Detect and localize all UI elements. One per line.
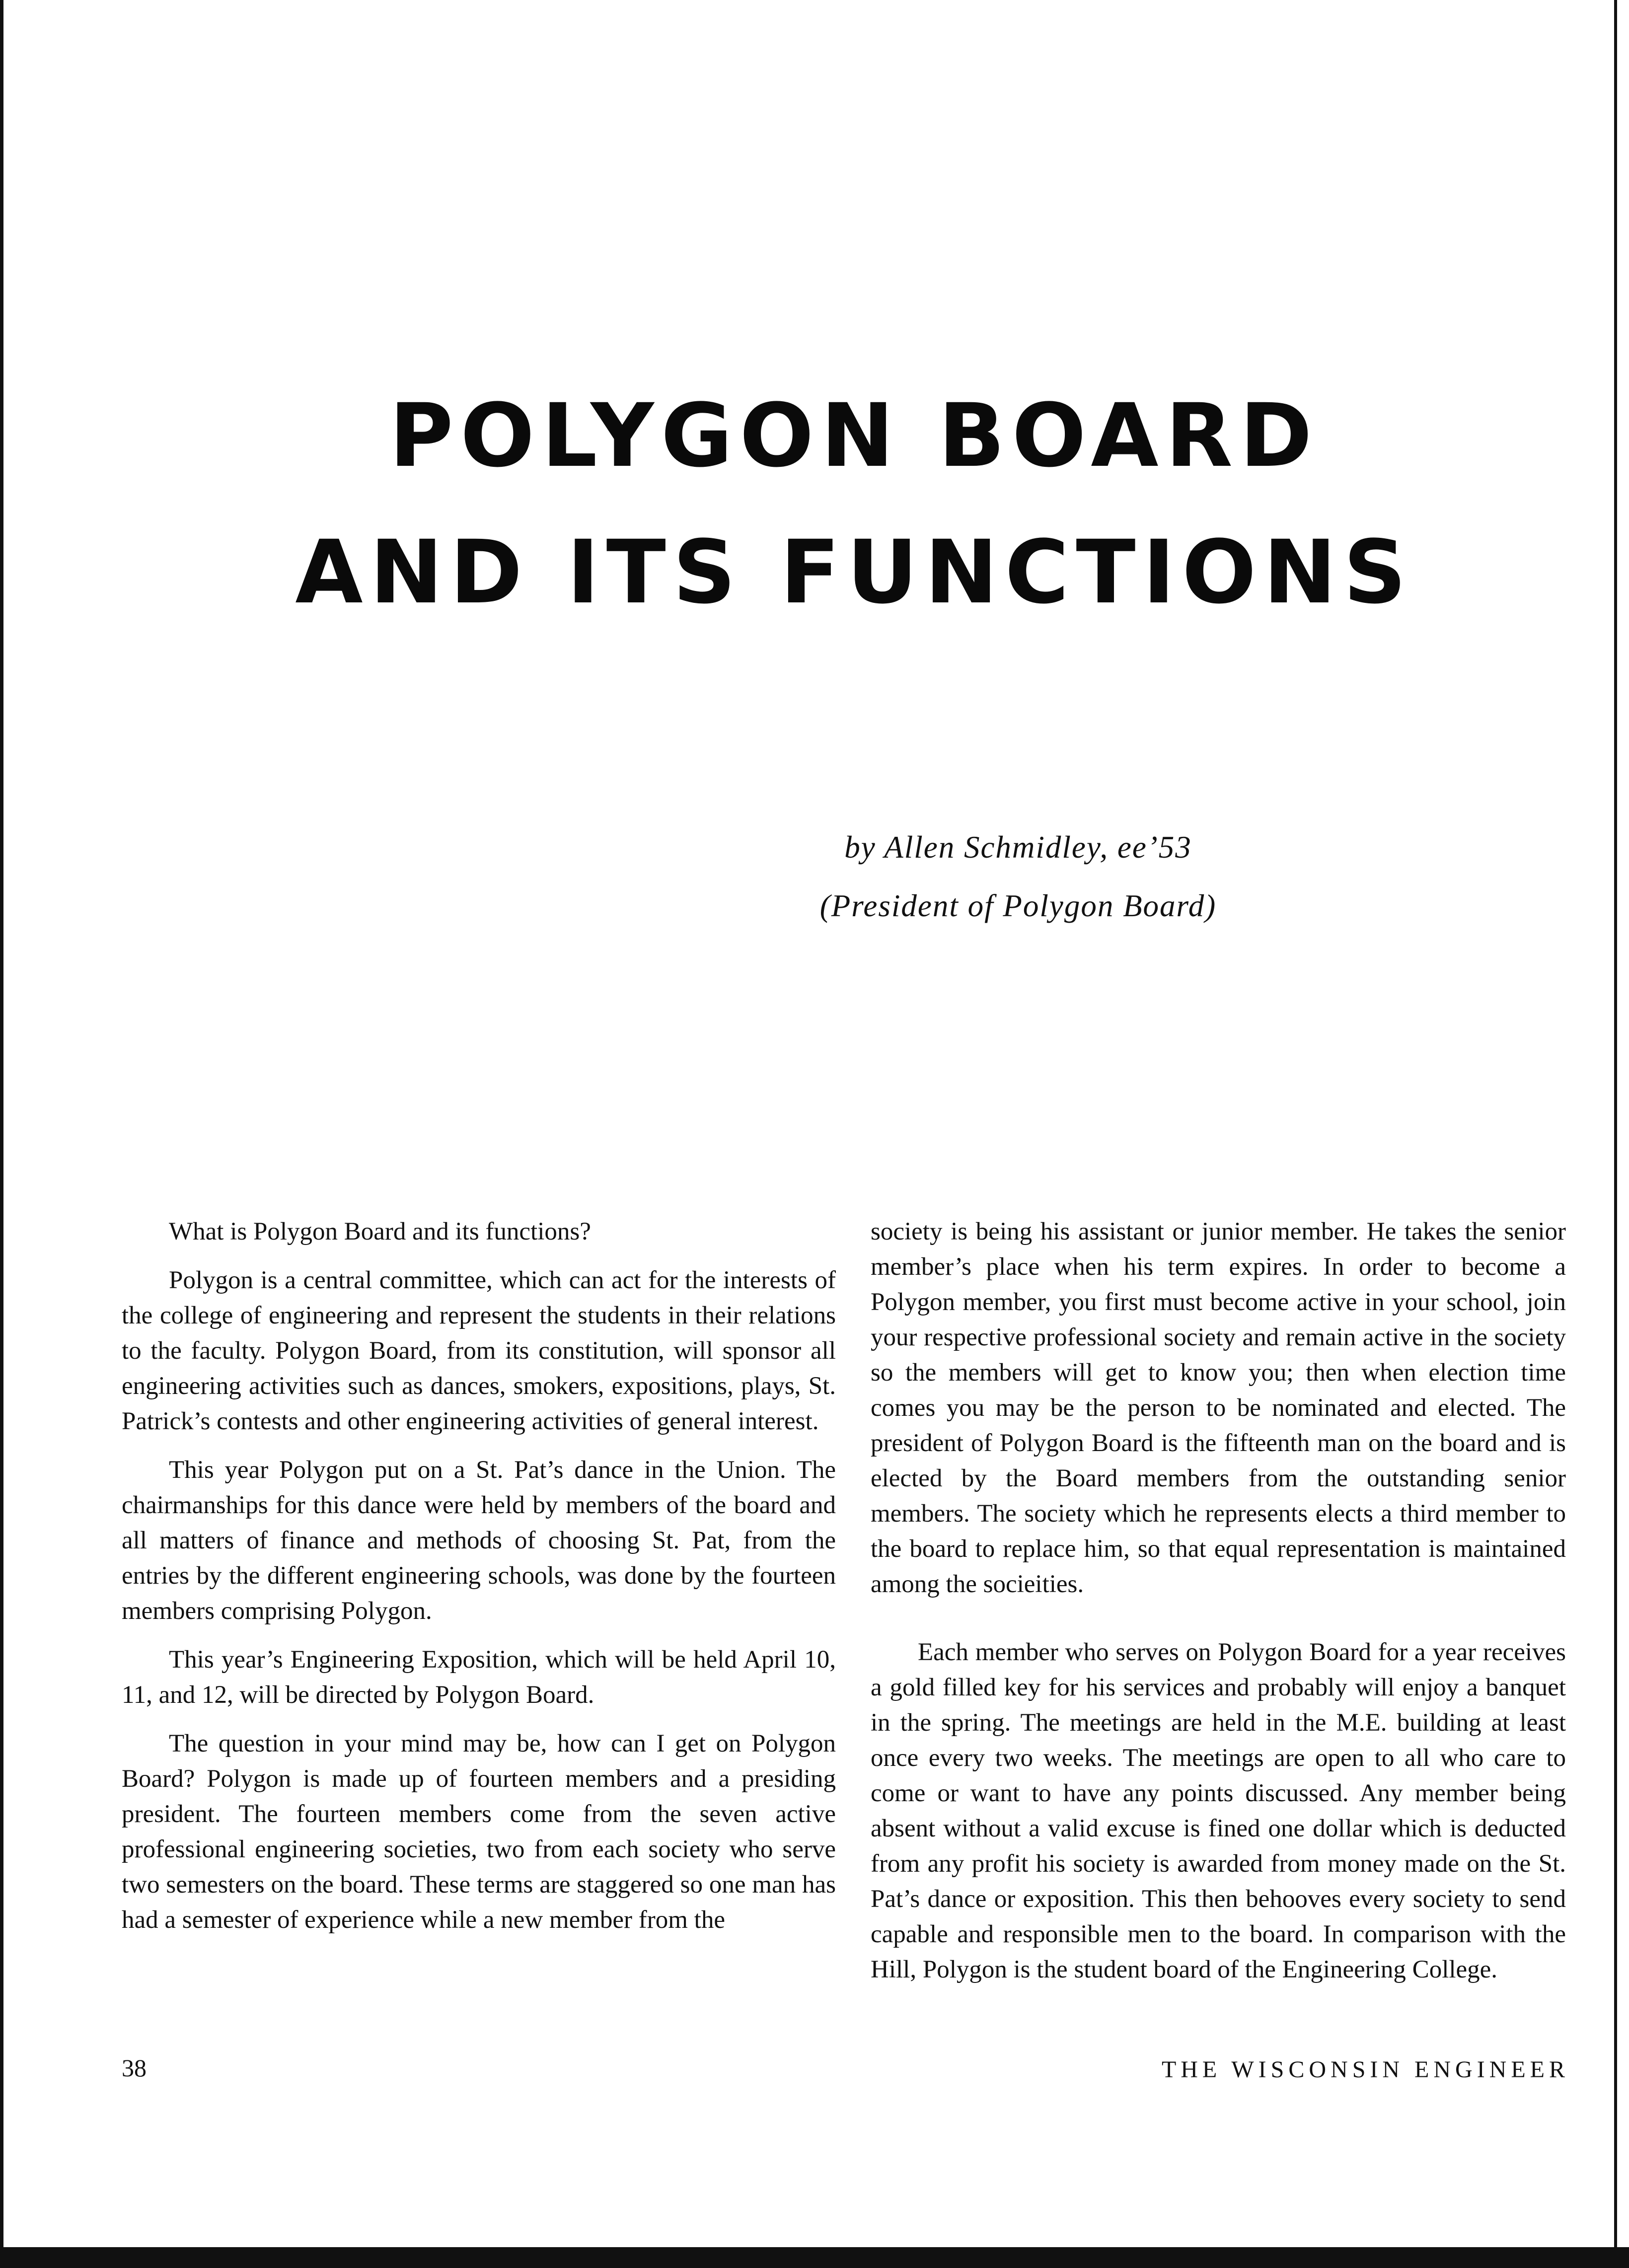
paragraph: Each member who serves on Polygon Board for a year receives a gold filled key for his services and probably will enjoy a banquet in the spring. The meetings are held in the M.E. building at least once every two weeks. The meetings are open to all who care to come or want to have any points discussed. Any member being absent without a valid excuse is fined one dollar which is deducted from any profit his society is awarded from money made on the St. Pat’s dance or exposition. This then behooves every society to send capable and responsible men to the board. In comparison with the Hill, Polygon is the student board of the Engineering College. <box>871 1638 1566 1983</box>
article-byline: by Allen Schmidley, ee’53 <box>844 830 1192 865</box>
scan-border-right <box>1614 0 1617 2250</box>
paragraph: Polygon is a central committee, which can act for the interests of the college of engineering and represent the students in their relations to the faculty. Polygon Board, from its constitution, will sponsor all engineering activities such as dances, smokers, expositions, plays, St. Patrick’s contests and other engineering activities of general interest. <box>122 1266 836 1435</box>
article-title <box>0 367 1629 641</box>
scan-border-left <box>0 0 3 2268</box>
paragraph: The question in your mind may be, how can I get on Polygon Board? Polygon is made up of fourteen members and a presiding president. The fourteen members come from the seven active professional engineering societies, two from each society who serve two semesters on the board. These terms are staggered so one man has had a semester of experience while a new member from the <box>122 1730 836 1934</box>
page-number: 38 <box>122 2054 147 2082</box>
article-byline-role: (President of Polygon Board) <box>819 888 1217 923</box>
journal-name: THE WISCONSIN ENGINEER <box>1161 2056 1569 2083</box>
scan-border-bottom <box>0 2247 1629 2268</box>
paragraph: What is Polygon Board and its functions? <box>169 1218 591 1245</box>
paragraph: society is being his assistant or junior member. He takes the senior member’s place when his term expires. In order to become a Polygon member, you first must become active in your school, join your respective professional society and remain active in the society so the members will get to know you; then when election time comes you may be the person to be nominated and elected. The president of Polygon Board is the fifteenth man on the board and is elected by the Board members from the outstanding senior members. The society which he represents elects a third member to the board to replace him, so that equal representation is maintained among the socieities. <box>871 1218 1566 1598</box>
paragraph: This year’s Engineering Exposition, which will be held April 10, 11, and 12, will be directed by Polygon Board. <box>122 1646 836 1709</box>
article-title-line-2: AND ITS FUNCTIONS <box>295 521 1413 623</box>
paragraph: This year Polygon put on a St. Pat’s dance in the Union. The chairmanships for this dance were held by members of the board and all matters of finance and methods of choosing St. Pat, from the entries by the different engineering schools, was done by the fourteen members comprising Polygon. <box>122 1456 836 1625</box>
article-title-line-1: POLYGON BOARD <box>389 385 1320 487</box>
right-text-column <box>871 1214 1566 2001</box>
left-text-column <box>122 1214 836 1951</box>
